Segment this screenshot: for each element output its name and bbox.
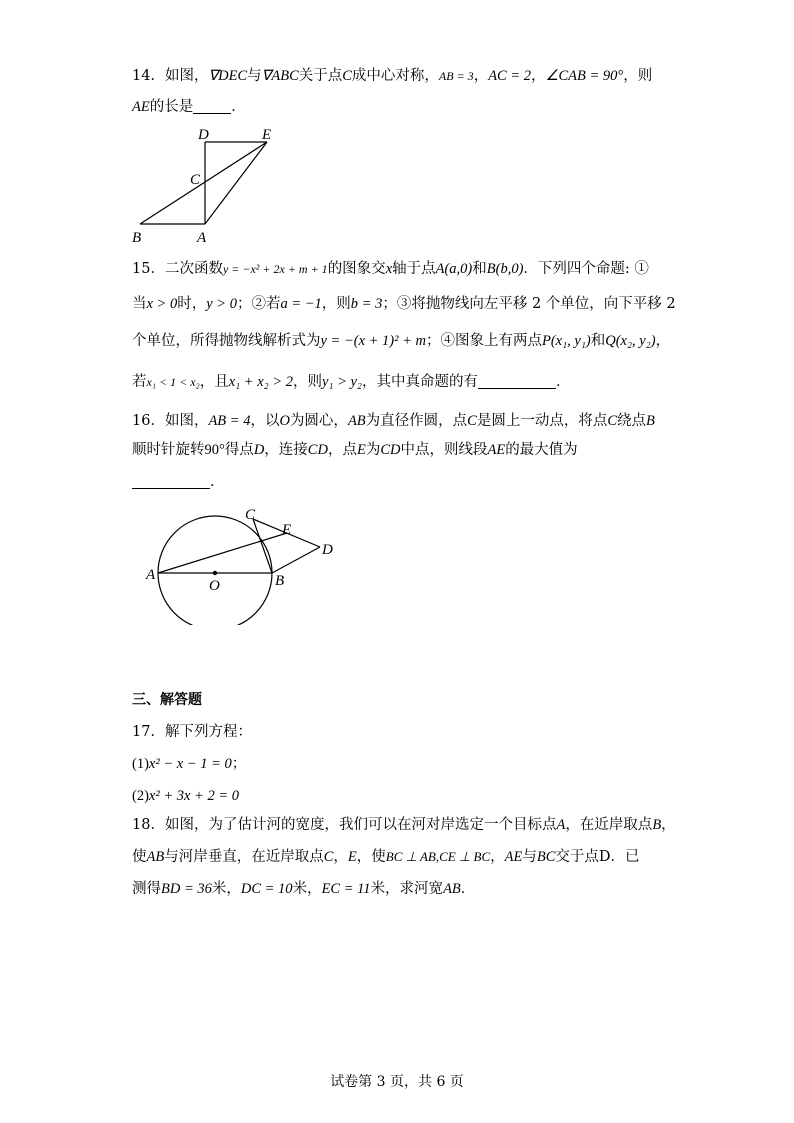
label-D: D xyxy=(198,127,209,143)
label-E: E xyxy=(262,127,272,143)
center-point-O xyxy=(213,571,217,575)
label-D: D xyxy=(322,542,333,558)
label-E: E xyxy=(282,522,292,538)
answer-blank xyxy=(478,372,556,389)
label-C: C xyxy=(190,172,201,188)
q17-title: 17．解下列方程： xyxy=(132,724,252,740)
q18-line-2: 使AB与河岸垂直，在近岸取点C，E，使BC ⊥ AB,CE ⊥ BC，AE与BC交于点D．已 xyxy=(132,849,640,865)
q16-line-3: ． xyxy=(132,472,225,492)
label-B: B xyxy=(275,573,285,589)
q15-line-4: 若x₁ < 1 < x₂，且x₁ + x₂ > 2，则y₁ > y₂，其中真命题的有 ． xyxy=(132,374,571,390)
q17-part-2: (2)x² + 3x + 2 = 0 xyxy=(132,788,239,804)
label-C: C xyxy=(245,507,256,523)
section-heading: 三、解答题 xyxy=(132,692,202,708)
q16-line-2: 顺时针旋转90°得点D，连接CD，点E为CD中点，则线段AE的最大值为 xyxy=(132,442,578,458)
label-A: A xyxy=(146,567,156,583)
q18-line-1: 18．如图，为了估计河的宽度，我们可以在河对岸选定一个目标点A，在近岸取点B， xyxy=(132,817,676,833)
answer-blank xyxy=(193,97,231,114)
answer-blank xyxy=(132,472,210,489)
q15-line-2: 当x > 0时，y > 0；②若a = −1，则b = 3；③将抛物线向左平移 2 个单位，向下平移 2 xyxy=(132,296,676,312)
q14-line-1: 14．如图，∇DEC与∇ABC关于点C成中心对称，AB = 3，AC = 2，∠CAB = 90°，则 xyxy=(132,68,653,84)
q17-part-1: (1)x² − x − 1 = 0； xyxy=(132,756,247,772)
q14-figure xyxy=(126,122,286,247)
q14-line-2: AE的长是 ． xyxy=(132,99,246,115)
q16-line-1: 16．如图，AB = 4，以O为圆心，AB为直径作圆，点C是圆上一动点，将点C绕点B xyxy=(132,413,655,429)
label-B: B xyxy=(132,230,142,246)
label-O: O xyxy=(209,578,220,594)
page-footer: 试卷第 3 页，共 6 页 xyxy=(330,1074,464,1090)
label-A: A xyxy=(197,230,207,246)
q16-figure xyxy=(140,505,350,625)
q18-line-3: 测得BD = 36米，DC = 10米，EC = 11米，求河宽AB． xyxy=(132,881,476,897)
q15-line-1: 15．二次函数y = −x² + 2x + m + 1的图象交x轴于点A(a,0)和B(b,0)．下列四个命题: ① xyxy=(132,261,649,277)
q15-line-3: 个单位，所得抛物线解析式为y = −(x + 1)² + m；④图象上有两点P(x₁, y₁)和Q(x₂, y₂)， xyxy=(132,333,671,349)
